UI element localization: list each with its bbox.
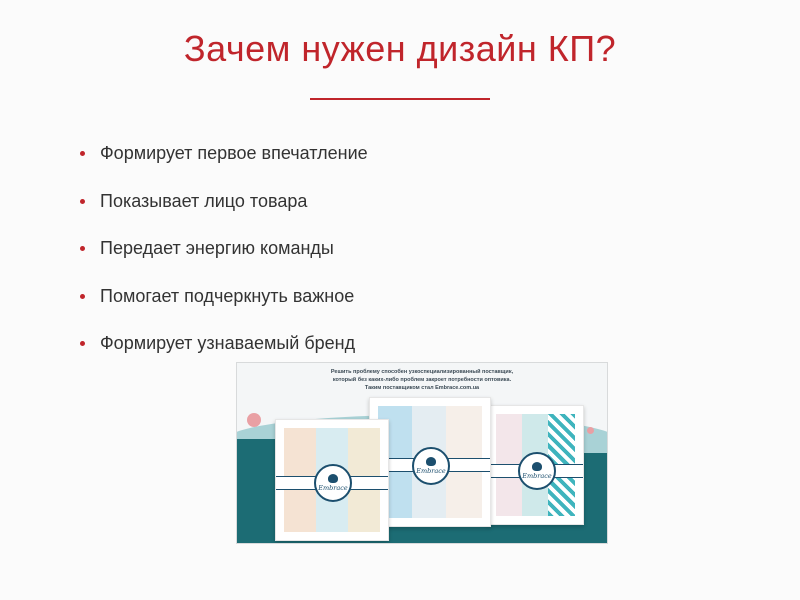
bullet-dot-icon xyxy=(80,246,85,251)
promo-text-line: Таким поставщиком стал Embrace.com.ua xyxy=(364,385,480,391)
bullet-dot-icon xyxy=(80,151,85,156)
decor-circle xyxy=(587,427,594,434)
brand-badge: Embrace xyxy=(314,464,352,502)
product-promo-image xyxy=(236,362,608,544)
promo-text-line: Решить проблему способен узкоспециализированный поставщик, xyxy=(330,369,514,375)
promo-text-line: который без каких-либо проблем закроет потребности оптовика. xyxy=(332,377,512,383)
bullet-dot-icon xyxy=(80,341,85,346)
title-underline xyxy=(310,98,490,100)
product-box xyxy=(487,405,584,525)
product-box xyxy=(275,419,389,541)
embrace-logo-icon xyxy=(426,457,436,466)
decor-circle xyxy=(247,413,261,427)
bullet-dot-icon xyxy=(80,199,85,204)
embrace-logo-icon xyxy=(328,474,338,483)
bullet-dot-icon xyxy=(80,294,85,299)
brand-badge: Embrace xyxy=(518,452,556,490)
brand-badge: Embrace xyxy=(412,447,450,485)
embrace-logo-icon xyxy=(532,462,542,471)
slide-title: Зачем нужен дизайн КП? xyxy=(183,28,617,69)
